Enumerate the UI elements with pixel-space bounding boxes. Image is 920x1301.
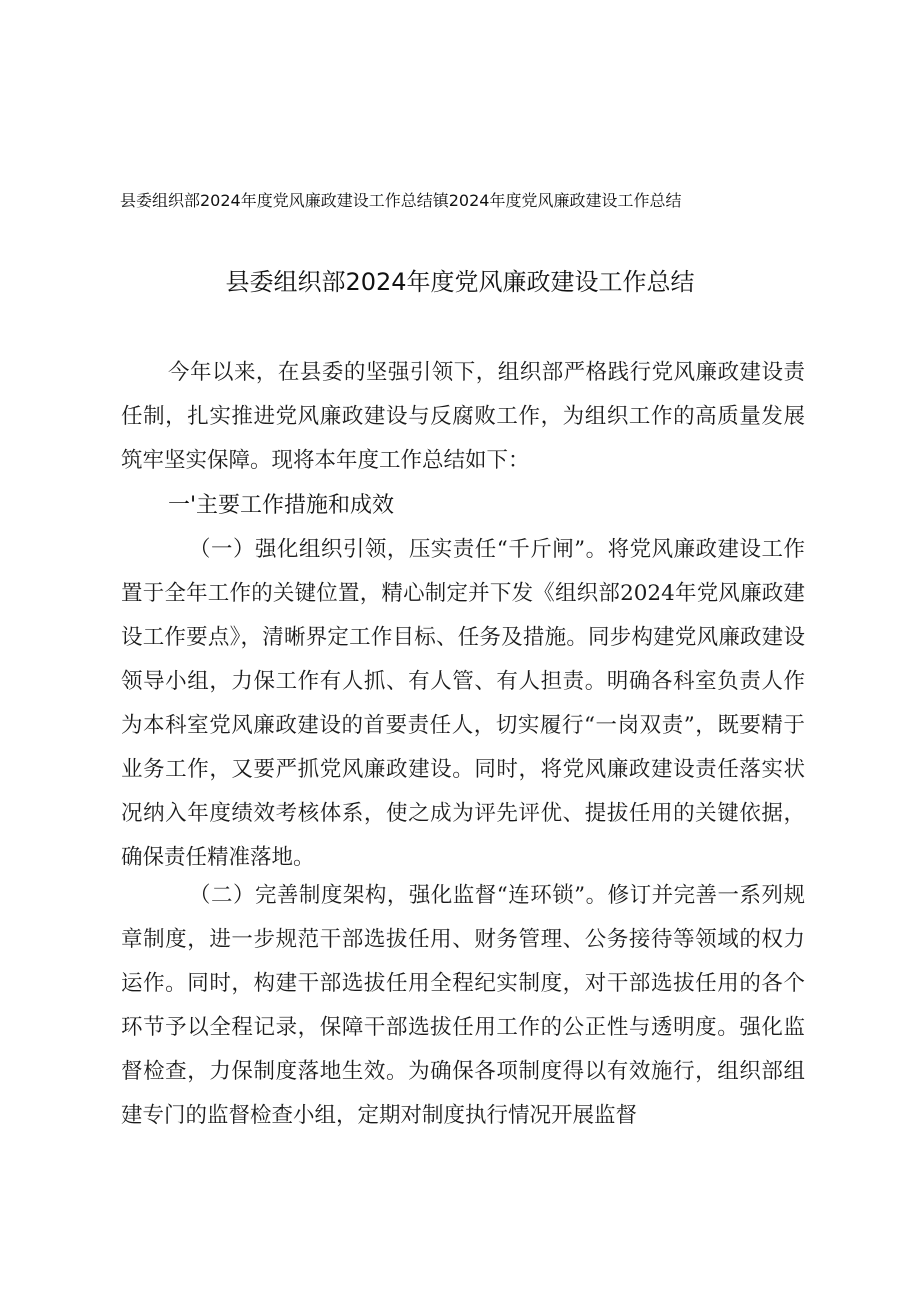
document-title: 县委组织部2024年度党风廉政建设工作总结 xyxy=(225,268,695,296)
paragraph-one: （一）强化组织引领，压实责任“千斤闸”。将党风廉政建设工作置于全年工作的关键位置，精心制定并下发《组织部2024年党风廉政建设工作要点》，清晰界定工作目标、任务及措施。同步构建党风廉政建设领导小组，力保工作有人抓、有人管、有人担责。明确各科室负责人作为本科室党风廉政建设的首要责任人，切实履行“一岗双责”，既要精于业务工作，又要严抓党风廉政建设。同时，将党风廉政建设责任落实状况纳入年度绩效考核体系，使之成为评先评优、提拔任用的关键依据，确保责任精准落地。 xyxy=(121,537,805,870)
paragraph-two: （二）完善制度架构，强化监督“连环锁”。修订并完善一系列规章制度，进一步规范干部选拔任用、财务管理、公务接待等领域的权力运作。同时，构建干部选拔任用全程纪实制度，对干部选拔任用的各个环节予以全程记录，保障干部选拔任用工作的公正性与透明度。强化监督检查，力保制度落地生效。为确保各项制度得以有效施行，组织部组建专门的监督检查小组，定期对制度执行情况开展监督 xyxy=(121,883,805,1128)
document-header-line: 县委组织部2024年度党风廉政建设工作总结镇2024年度党风廉政建设工作总结 xyxy=(120,191,682,210)
intro-paragraph: 今年以来，在县委的坚强引领下，组织部严格践行党风廉政建设责任制，扎实推进党风廉政建设与反腐败工作，为组织工作的高质量发展筑牢坚实保障。现将本年度工作总结如下： xyxy=(121,360,805,473)
section-heading: 一'主要工作措施和成效 xyxy=(168,493,395,518)
